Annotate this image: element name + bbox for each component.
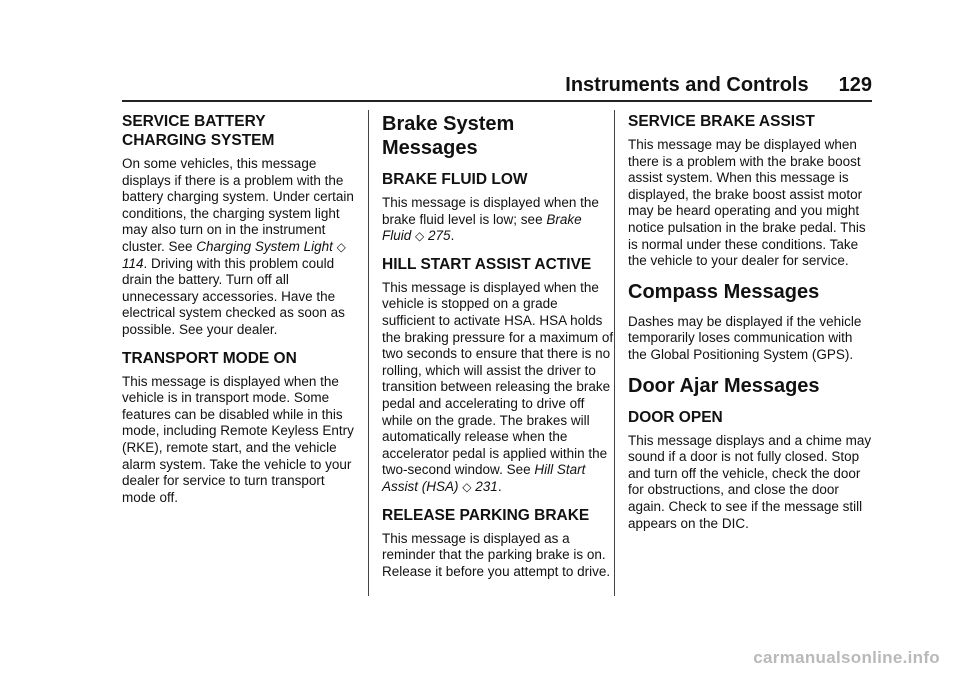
page-ref-number[interactable]: 114 — [122, 255, 144, 271]
section-heading-door-ajar: Door Ajar Messages — [628, 374, 820, 397]
section-title-brake-fluid-low: BRAKE FLUID LOW — [382, 171, 528, 188]
watermark: carmanualsonline.info — [753, 648, 940, 667]
hill-start-assist-text — [382, 280, 614, 496]
service-brake-assist-text: This message may be displayed when there is a problem with the brake boost assist system. When this message is displayed, the brake boost assist motor may be heard operating and you might notice pulsation in the brake pedal. This is normal under these conditions. Take the vehicle to your dealer for service. — [628, 137, 866, 269]
section-heading-brake-system: Brake System Messages — [382, 113, 515, 159]
compass-text: Dashes may be displayed if the vehicle temporarily loses communication with the Global Positioning System (GPS). — [628, 313, 862, 362]
page-header — [122, 74, 872, 98]
cross-reference-link[interactable]: Hill Start Assist (HSA) — [382, 462, 586, 494]
section-title-service-battery — [122, 112, 354, 150]
section-title-line-2: CHARGING SYSTEM — [122, 132, 275, 149]
brake-fluid-low-text — [382, 195, 614, 245]
paragraph-text: . — [497, 478, 502, 494]
section-title-service-brake-assist: SERVICE BRAKE ASSIST — [628, 113, 815, 130]
column-2 — [382, 106, 614, 590]
paragraph-text: This message is displayed when the brake fluid level is low; see — [382, 195, 599, 227]
section-heading-compass: Compass Messages — [628, 280, 820, 303]
column-1 — [122, 106, 354, 516]
section-title-transport-mode: TRANSPORT MODE ON — [122, 349, 297, 367]
header-title: Instruments and Controls — [565, 74, 809, 96]
page-ref-number[interactable]: 231 — [475, 478, 498, 494]
paragraph-text: This message is displayed when the vehicle is stopped on a grade sufficient to activate HSA. HSA holds the braking pressure for a maximum of two seconds to ensure that there is no rolling, which will assist the driver to transition between releasing the brake pedal and accelerating to drive off while on the grade. The brakes will automatically release when the accelerator pedal is applied within the two-second window. See — [382, 279, 614, 478]
page-ref-icon: ◇ — [415, 229, 425, 244]
page-number: 129 — [838, 74, 872, 96]
paragraph-text: On some vehicles, this message displays if there is a problem with the battery charging system. Under certain conditions, the charging system light may also turn on in the instrument cluster. See — [122, 156, 354, 254]
column-3 — [628, 106, 874, 542]
header-rule — [122, 100, 872, 102]
section-title-release-parking-brake: RELEASE PARKING BRAKE — [382, 506, 590, 524]
transport-mode-text: This message is displayed when the vehicle is in transport mode. Some features can be disabled while in this mode, including Remote Keyless Entry (RKE), remote start, and the vehicle alarm system. Take the vehicle to your dealer for service to turn transport mode off. — [122, 373, 354, 505]
section-title-door-open: DOOR OPEN — [628, 408, 723, 426]
column-divider-2 — [614, 110, 615, 596]
release-parking-brake-text: This message is displayed as a reminder that the parking brake is on. Release it before you attempt to drive. — [382, 530, 611, 579]
paragraph-text: . — [450, 228, 455, 244]
section-title-hill-start-assist: HILL START ASSIST ACTIVE — [382, 255, 592, 273]
cross-reference-link[interactable]: Charging System Light — [196, 238, 333, 254]
section-title-line-1: SERVICE BATTERY — [122, 113, 266, 130]
service-battery-text — [122, 156, 354, 339]
cross-reference-link[interactable]: Brake Fluid — [382, 211, 582, 244]
page-ref-icon: ◇ — [462, 479, 472, 494]
column-divider-1 — [368, 110, 369, 596]
page-ref-icon: ◇ — [336, 239, 346, 254]
paragraph-text: . Driving with this problem could drain the battery. Turn off all unnecessary accessories. Have the electrical system checked as soon as possible. See your dealer. — [122, 255, 345, 337]
page-ref-number[interactable]: 275 — [428, 228, 451, 244]
door-open-text: This message displays and a chime may sound if a door is not fully closed. Stop and turn off the vehicle, check the door for obstructions, and close the door again. Check to see if the message still appears on the DIC. — [628, 432, 872, 531]
